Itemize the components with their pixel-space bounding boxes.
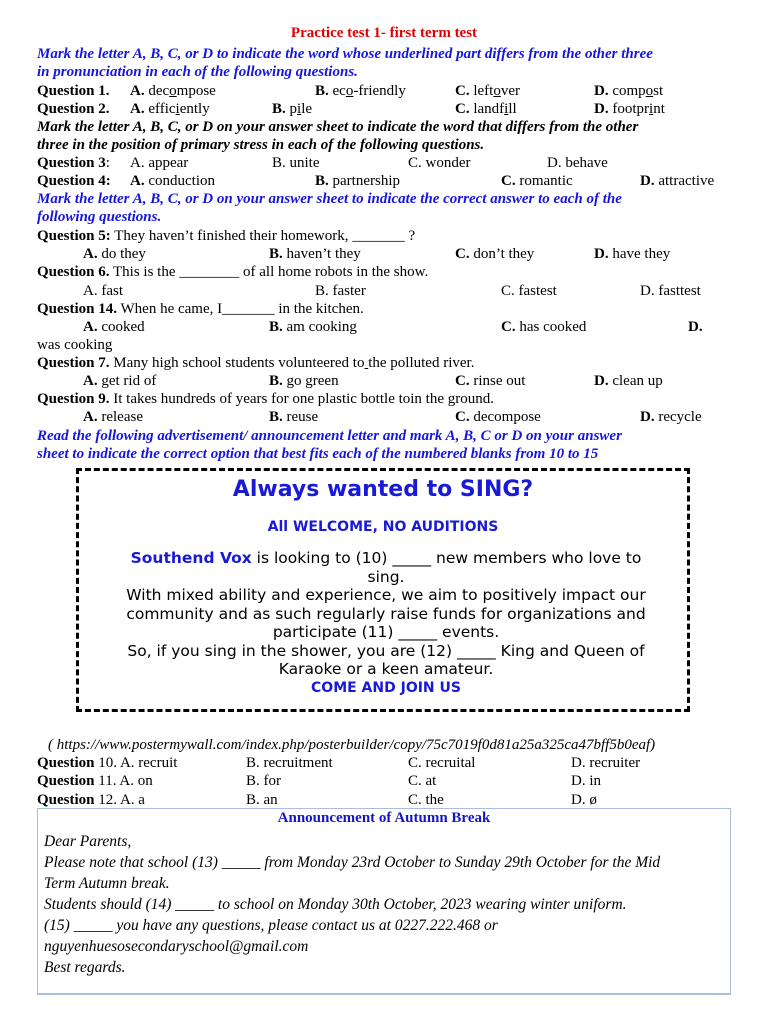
option-d[interactable]: D. fasttest xyxy=(640,283,701,299)
instruction-pronunciation-line2: in pronunciation in each of the following questions. xyxy=(37,64,358,80)
option-c[interactable]: C. don’t they xyxy=(455,246,535,262)
option-b[interactable]: B. partnership xyxy=(315,173,400,189)
instruction-pronunciation-line1: Mark the letter A, B, C, or D to indicate the word whose underlined part differs from the other three xyxy=(37,46,653,62)
option-c[interactable]: C. landfill xyxy=(455,101,517,117)
option-d[interactable]: D. recruiter xyxy=(571,755,641,771)
poster-subheading: All WELCOME, NO AUDITIONS xyxy=(267,519,499,535)
announcement-line: (15) _____ you have any questions, please contact us at 0227.222.468 or xyxy=(44,917,498,934)
instruction-correct-answer-line1: Mark the letter A, B, C, or D on your answer sheet to indicate the correct answer to each of the xyxy=(37,191,622,207)
poster-brand: Southend Vox xyxy=(130,549,252,567)
option-b[interactable]: B. eco-friendly xyxy=(315,83,406,99)
source-url[interactable]: ( https://www.postermywall.com/index.php/posterbuilder/copy/75c7019f0d81a25a325ca47bff5b0eaf) xyxy=(48,737,656,753)
page-title: Practice test 1- first term test xyxy=(290,25,478,41)
option-b[interactable]: B. go green xyxy=(269,373,339,389)
announcement-line: Please note that school (13) _____ from Monday 23rd October to Sunday 29th October for the Mid xyxy=(44,854,661,871)
option-a[interactable]: A. do they xyxy=(83,246,146,262)
option-c[interactable]: C. wonder xyxy=(408,155,471,171)
option-a[interactable]: A. decompose xyxy=(130,83,216,99)
option-c[interactable]: C. decompose xyxy=(455,409,541,425)
option-b[interactable]: B. an xyxy=(246,792,278,808)
option-d[interactable]: D. in xyxy=(571,773,601,789)
option-c[interactable]: C. romantic xyxy=(501,173,573,189)
option-d-text[interactable]: was cooking xyxy=(37,337,113,353)
announcement-line: Term Autumn break. xyxy=(44,875,170,892)
option-b[interactable]: B. am cooking xyxy=(269,319,357,335)
question-2 xyxy=(37,100,737,118)
option-b[interactable]: B. faster xyxy=(315,283,366,299)
option-c[interactable]: C. the xyxy=(408,792,444,808)
question-label: Question 1. xyxy=(37,83,110,99)
option-a[interactable]: A. cooked xyxy=(83,319,145,335)
question-10: Question 10. A. recruit B. recruitment C. recruital D. recruiter xyxy=(37,755,641,771)
option-c[interactable]: C. fastest xyxy=(501,283,557,299)
advertisement-poster xyxy=(76,468,690,712)
option-a[interactable]: A. fast xyxy=(83,283,123,299)
announcement-box xyxy=(37,808,731,995)
question-14-stem: Question 14. When he came, I_______ in the kitchen. xyxy=(37,301,364,317)
option-b[interactable]: B. recruitment xyxy=(246,755,333,771)
announcement-line: Students should (14) _____ to school on Monday 30th October, 2023 wearing winter uniform. xyxy=(44,896,627,913)
question-5-stem: Question 5: They haven’t finished their homework, _______ ? xyxy=(37,228,416,244)
poster-call-to-action: COME AND JOIN US xyxy=(311,679,461,696)
question-3: Question 3: A. appear B. unite C. wonder D. behave xyxy=(37,155,608,171)
question-7-stem: Question 7. Many high school students volunteered to the polluted river. xyxy=(37,355,475,371)
instruction-correct-answer-line2: following questions. xyxy=(37,209,162,225)
option-d[interactable]: D. have they xyxy=(594,246,671,262)
option-d[interactable]: D. behave xyxy=(547,155,608,171)
option-d[interactable]: D. attractive xyxy=(640,173,715,189)
instruction-stress-line2: three in the position of primary stress in each of the following questions. xyxy=(37,137,485,153)
option-a[interactable]: A. efficiently xyxy=(130,101,210,117)
option-c[interactable]: C. has cooked xyxy=(501,319,587,335)
option-d[interactable]: D. clean up xyxy=(594,373,663,389)
option-c[interactable]: C. leftover xyxy=(455,83,520,99)
poster-body: Southend Vox is looking to (10) _____ new members who love to sing. With mixed ability and experience, we aim to positively impact our community and as such regularly raise funds for organizations and participate (11) _____ events. So, if you sing in the shower, you are (12) _____ King and Queen of Karaoke or a keen amateur. COME AND JOIN US xyxy=(99,549,673,697)
question-4: Question 4: A. conduction B. partnership C. romantic D. attractive xyxy=(37,173,715,189)
question-label: Question 2. xyxy=(37,101,110,117)
option-d-label[interactable]: D. xyxy=(688,319,703,335)
option-b[interactable]: B. for xyxy=(246,773,281,789)
announcement-title: Announcement of Autumn Break xyxy=(277,810,491,826)
option-b[interactable]: B. reuse xyxy=(269,409,319,425)
option-a[interactable]: A. conduction xyxy=(130,173,215,189)
option-d[interactable]: D. ø xyxy=(571,792,597,808)
question-1 xyxy=(37,82,737,100)
option-c[interactable]: C. rinse out xyxy=(455,373,526,389)
instruction-reading-line1: Read the following advertisement/ announcement letter and mark A, B, C or D on your answer xyxy=(37,428,622,444)
option-d[interactable]: D. recycle xyxy=(640,409,702,425)
option-a[interactable]: A. get rid of xyxy=(83,373,157,389)
question-9-stem: Question 9. It takes hundreds of years for one plastic bottle toin the ground. xyxy=(37,391,495,407)
option-c[interactable]: C. recruital xyxy=(408,755,476,771)
instruction-stress-line1: Mark the letter A, B, C, or D on your answer sheet to indicate the word that differs from the other xyxy=(37,119,639,135)
announcement-body xyxy=(44,831,724,978)
question-12: Question 12. A. a B. an C. the D. ø xyxy=(37,792,597,808)
announcement-email[interactable]: nguyenhuesosecondaryschool@gmail.com xyxy=(44,938,309,955)
announcement-line: Dear Parents, xyxy=(44,833,132,850)
option-a[interactable]: A. release xyxy=(83,409,143,425)
option-a[interactable]: A. appear xyxy=(130,155,189,171)
option-d[interactable]: D. footprint xyxy=(594,101,665,117)
announcement-line: Best regards. xyxy=(44,959,126,976)
option-b[interactable]: B. unite xyxy=(272,155,320,171)
question-6-stem: Question 6. This is the ________ of all home robots in the show. xyxy=(37,264,429,280)
instruction-reading-line2: sheet to indicate the correct option that best fits each of the numbered blanks from 10 to 15 xyxy=(37,446,599,462)
question-11: Question 11. A. on B. for C. at D. in xyxy=(37,773,601,789)
option-d[interactable]: D. compost xyxy=(594,83,664,99)
option-b[interactable]: B. haven’t they xyxy=(269,246,361,262)
option-b[interactable]: B. pile xyxy=(272,101,313,117)
option-c[interactable]: C. at xyxy=(408,773,437,789)
poster-heading: Always wanted to SING? xyxy=(232,477,534,502)
